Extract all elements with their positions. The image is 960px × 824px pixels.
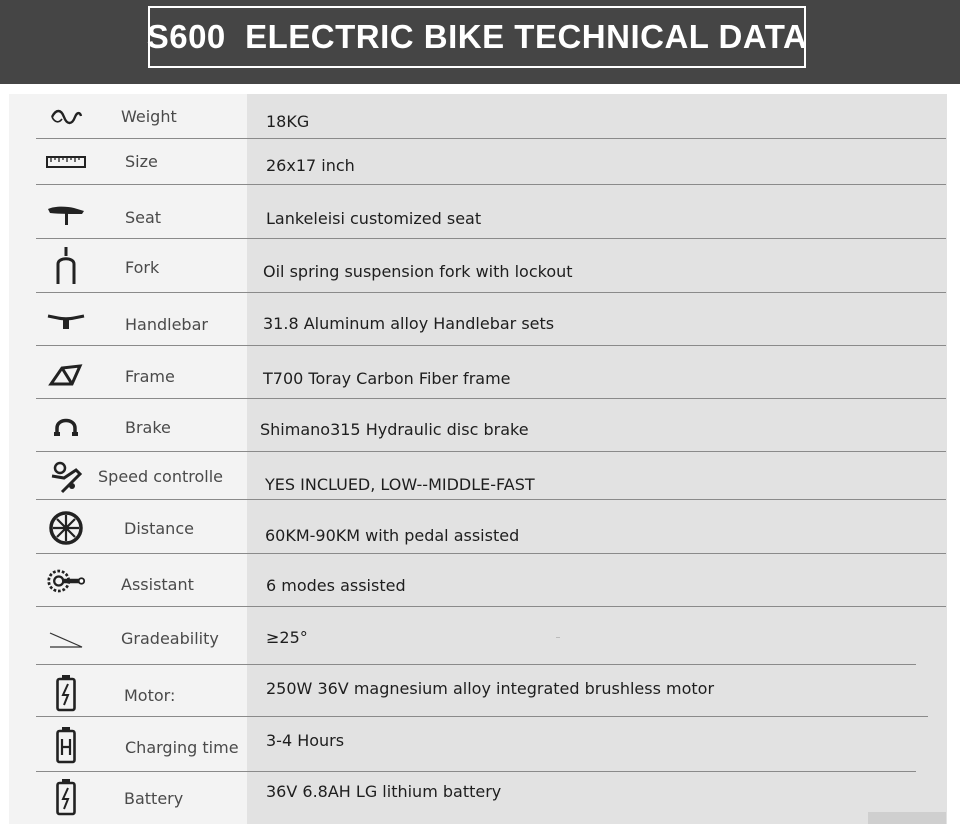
row-divider: [36, 292, 946, 293]
spec-value: YES INCLUED, LOW--MIDDLE-FAST: [265, 475, 535, 494]
spec-value: 26x17 inch: [266, 156, 355, 175]
spec-label: Charging time: [125, 738, 239, 757]
slope-icon: [46, 619, 86, 659]
spec-label: Battery: [124, 789, 184, 808]
battery-bolt-icon: [46, 777, 86, 817]
spec-value: 250W 36V magnesium alloy integrated brushless motor: [266, 679, 715, 698]
wheel-icon: [46, 508, 86, 548]
spec-label: Motor:: [124, 686, 176, 705]
row-divider: [36, 398, 946, 399]
row-divider: [36, 499, 946, 500]
frame-icon: [46, 355, 86, 395]
spec-label: Seat: [125, 208, 162, 227]
row-divider: [36, 716, 928, 717]
row-divider: [36, 606, 946, 607]
row-divider: [36, 553, 946, 554]
spec-label: Fork: [125, 258, 160, 277]
spec-label: Distance: [124, 519, 194, 538]
spec-value: Oil spring suspension fork with lockout: [263, 262, 573, 281]
row-divider: [36, 771, 916, 772]
speed-controller-icon: [46, 456, 86, 496]
row-divider: [36, 664, 916, 665]
row-divider: [36, 184, 946, 185]
spec-value: 36V 6.8AH LG lithium battery: [266, 782, 502, 801]
spec-values-column: [247, 94, 947, 824]
spec-value: 60KM-90KM with pedal assisted: [265, 526, 520, 545]
spec-value: T700 Toray Carbon Fiber frame: [263, 369, 511, 388]
fork-icon: [46, 246, 86, 286]
seat-icon: [46, 195, 86, 235]
dash-mark: [556, 637, 560, 638]
page-title: S600 ELECTRIC BIKE TECHNICAL DATA: [148, 6, 806, 68]
spec-label: Frame: [125, 367, 175, 386]
ruler-icon: [46, 142, 86, 182]
spec-label: Weight: [121, 107, 177, 126]
brake-icon: [46, 407, 86, 447]
corner-mark: [868, 812, 946, 824]
handlebar-icon: [46, 302, 86, 342]
spec-label: Assistant: [121, 575, 194, 594]
spec-value: 6 modes assisted: [266, 576, 406, 595]
spec-label: Gradeability: [121, 629, 219, 648]
spec-value: 18KG: [266, 112, 310, 131]
spec-label: Speed controlle: [98, 467, 223, 486]
spec-value: Lankeleisi customized seat: [266, 209, 482, 228]
row-divider: [36, 451, 946, 452]
spec-label: Handlebar: [125, 315, 208, 334]
spec-label: Size: [125, 152, 158, 171]
row-divider: [36, 345, 946, 346]
row-divider: [36, 138, 946, 139]
weight-icon: [46, 97, 86, 137]
spec-value: 3-4 Hours: [266, 731, 345, 750]
battery-h-icon: [46, 725, 86, 765]
spec-value: 31.8 Aluminum alloy Handlebar sets: [263, 314, 555, 333]
battery-bolt-icon: [46, 673, 86, 713]
header-bar: [0, 0, 960, 84]
spec-label: Brake: [125, 418, 171, 437]
crankset-icon: [46, 561, 86, 601]
spec-value: ≥25°: [266, 628, 308, 647]
spec-value: Shimano315 Hydraulic disc brake: [260, 420, 529, 439]
row-divider: [36, 238, 946, 239]
